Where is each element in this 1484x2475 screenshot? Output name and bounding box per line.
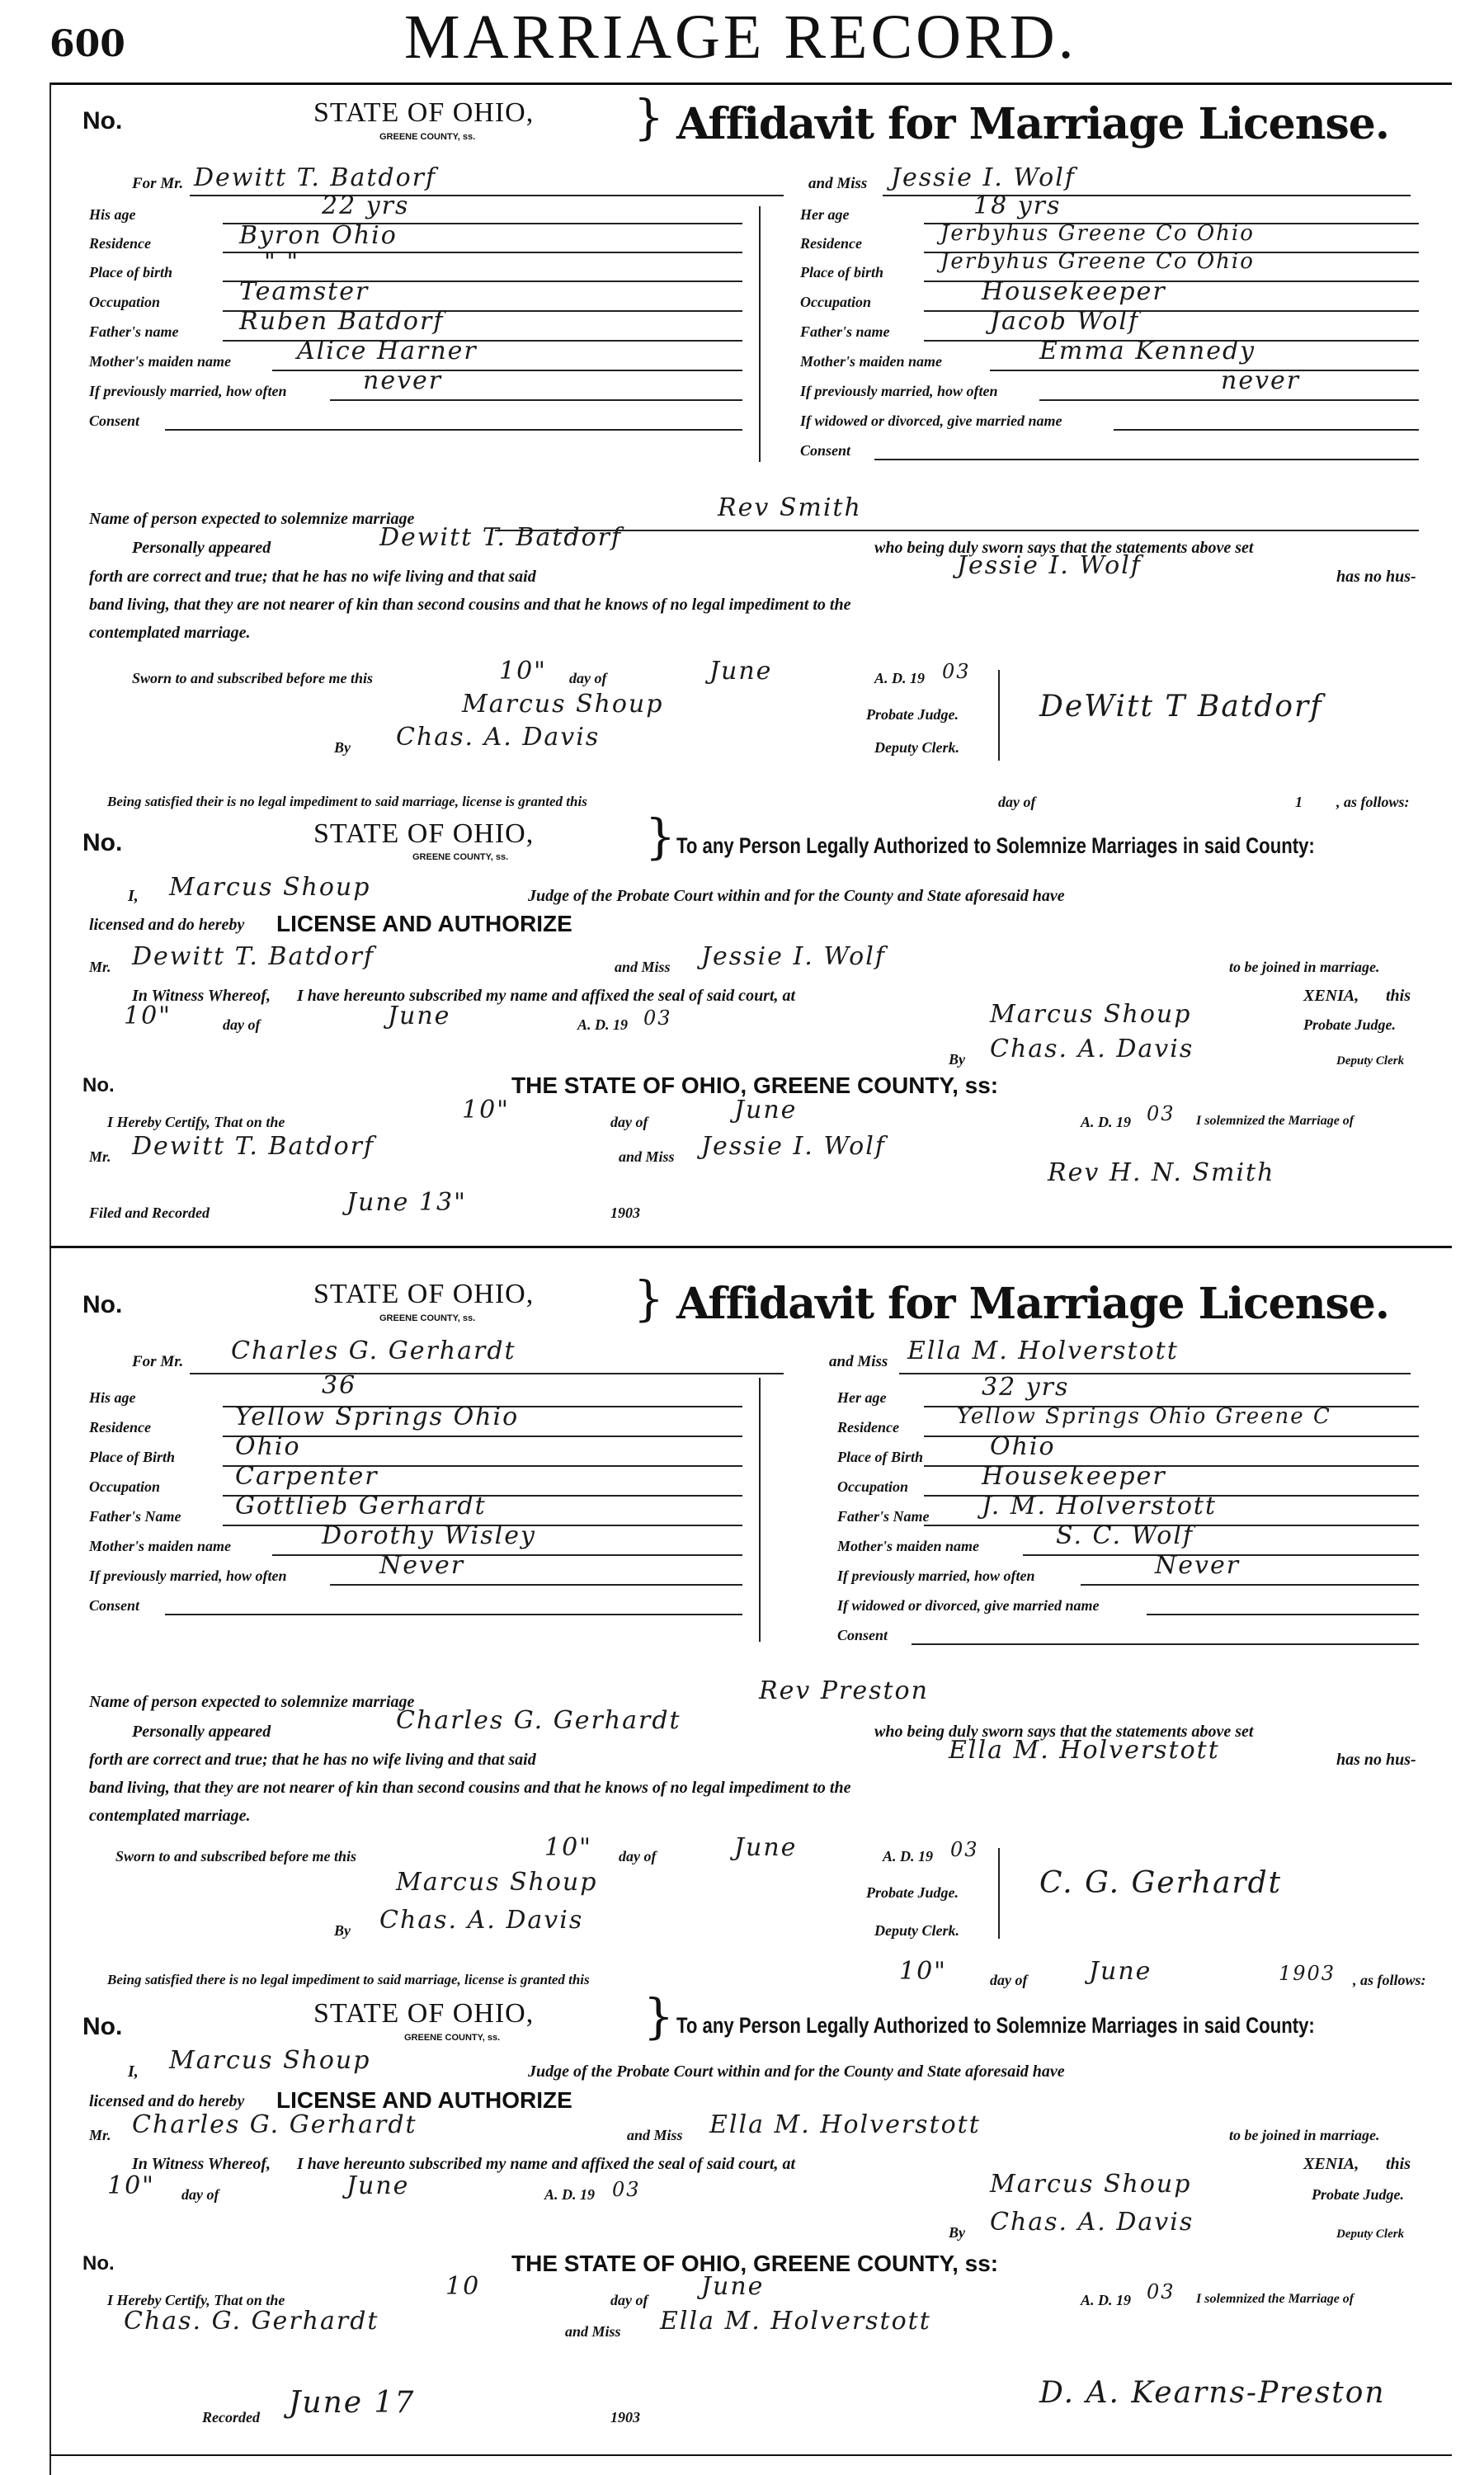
bride-name: Ella M. Holverstott: [907, 1336, 1179, 1365]
his-age: 36: [322, 1371, 357, 1400]
cert-groom: Chas. G. Gerhardt: [124, 2307, 379, 2336]
license-bride: Ella M. Holverstott: [709, 2110, 981, 2139]
her-residence: Yellow Springs Ohio Greene C: [957, 1404, 1331, 1429]
field-line: [190, 195, 784, 196]
and-miss-label: and Miss: [619, 1148, 675, 1165]
day-of-label: day of: [619, 1848, 657, 1864]
by-label: By: [334, 739, 351, 756]
field-line: [165, 1614, 742, 1615]
his-residence-label: Residence: [89, 1419, 151, 1436]
license-groom: Charles G. Gerhardt: [132, 2110, 417, 2139]
field-line: [495, 530, 1419, 531]
sworn-day: 10": [499, 657, 547, 686]
has-no-hus: has no hus-: [1336, 1751, 1416, 1769]
his-occupation: Teamster: [239, 277, 370, 306]
his-birth: Ohio: [235, 1432, 301, 1461]
greene-county: GREENE COUNTY, ss.: [412, 852, 509, 862]
license-day: 10": [124, 1002, 172, 1030]
brace: }: [643, 1988, 674, 2044]
personally-appeared-label: Personally appeared: [132, 539, 271, 557]
cert-number-label: No.: [82, 2252, 115, 2275]
her-father: J. M. Holverstott: [982, 1492, 1218, 1520]
this-label: this: [1386, 987, 1411, 1005]
bride-name: Jessie I. Wolf: [891, 163, 1076, 192]
deputy-clerk-label: Deputy Clerk.: [874, 1922, 959, 1939]
column-divider: [759, 206, 761, 462]
his-residence: Yellow Springs Ohio: [235, 1402, 520, 1431]
probate-judge-label: Probate Judge.: [866, 706, 959, 723]
licensed-text: licensed and do hereby: [89, 2092, 245, 2110]
her-consent-label: Consent: [837, 1627, 888, 1643]
day-of-label: day of: [610, 1114, 648, 1130]
his-father-label: Father's Name: [89, 1508, 181, 1525]
cert-bride: Jessie I. Wolf: [701, 1132, 886, 1161]
license-year: 03: [612, 2178, 641, 2201]
mr-label: Mr.: [89, 1148, 111, 1165]
column-divider: [759, 1378, 761, 1642]
officiant: Rev Preston: [759, 1676, 929, 1705]
his-mother: Dorothy Wisley: [322, 1521, 536, 1550]
probate-judge-label: Probate Judge.: [1303, 1016, 1396, 1033]
his-father: Ruben Batdorf: [239, 307, 445, 336]
his-occupation-label: Occupation: [89, 1478, 161, 1495]
forth-text: forth are correct and true; that he has no wife living and that said: [89, 1751, 536, 1769]
solemnized-text: I solemnized the Marriage of: [1196, 2292, 1354, 2306]
field-line: [272, 370, 742, 371]
officiant: Rev Smith: [718, 493, 862, 522]
field-line: [874, 459, 1419, 460]
her-mother-label: Mother's maiden name: [800, 353, 943, 370]
groom-name: Dewitt T. Batdorf: [194, 163, 437, 192]
judge-sig: Marcus Shoup: [396, 1868, 598, 1897]
license-groom: Dewitt T. Batdorf: [132, 942, 375, 971]
his-birth-label: Place of birth: [89, 264, 172, 280]
mr-label: Mr.: [89, 959, 111, 975]
state-of-ohio: STATE OF OHIO,: [313, 818, 535, 849]
his-birth-label: Place of Birth: [89, 1449, 175, 1465]
field-line: [1039, 399, 1419, 401]
page-number: 600: [49, 23, 125, 65]
affidavit-title: Affidavit for Marriage License.: [676, 1279, 1389, 1329]
deputy-clerk-label: Deputy Clerk: [1336, 1054, 1405, 1068]
and-miss-label: and Miss: [808, 175, 868, 192]
sworn-text: who being duly sworn says that the statements above set: [874, 539, 1254, 557]
and-miss-label: and Miss: [615, 959, 671, 975]
day-of-label: day of: [569, 670, 607, 686]
brace: }: [645, 808, 676, 865]
her-birth-label: Place of birth: [800, 264, 883, 280]
field-line: [883, 195, 1411, 196]
her-residence-label: Residence: [837, 1419, 899, 1436]
her-mother: S. C. Wolf: [1056, 1521, 1194, 1550]
his-prev-label: If previously married, how often: [89, 1568, 287, 1584]
xenia: XENIA,: [1303, 2155, 1359, 2173]
cert-number-label: No.: [82, 1074, 115, 1096]
her-occupation: Housekeeper: [982, 1462, 1166, 1491]
granted-month: June: [1089, 1957, 1152, 1986]
marriage-record-page: [49, 0, 1452, 2475]
her-age-label: Her age: [837, 1389, 887, 1406]
his-prev-label: If previously married, how often: [89, 383, 287, 399]
said-bride: Ella M. Holverstott: [949, 1736, 1220, 1765]
deputy-sig: Chas. A. Davis: [379, 1906, 584, 1935]
field-line: [330, 399, 742, 401]
consent-label: Consent: [89, 1597, 140, 1614]
his-residence-label: Residence: [89, 235, 151, 252]
day-of-label-2: day of: [998, 794, 1036, 810]
affidavit-title: Affidavit for Marriage License.: [676, 99, 1389, 149]
being-satisfied-text: Being satisfied there is no legal impediment to said marriage, license is granted this: [107, 1972, 590, 1987]
his-age: 22 yrs: [322, 191, 410, 220]
sworn-month: June: [709, 657, 773, 686]
and-miss-label: and Miss: [565, 2323, 621, 2340]
i-label: I,: [128, 2062, 139, 2081]
state-of-ohio: STATE OF OHIO,: [313, 1998, 535, 2029]
license-bride: Jessie I. Wolf: [701, 942, 886, 971]
in-witness: In Witness Whereof,: [132, 2155, 271, 2173]
day-of-label: day of: [181, 2186, 219, 2203]
contemplated-text: contemplated marriage.: [89, 1807, 251, 1825]
license-month: June: [388, 1002, 451, 1030]
license-authorize: LICENSE AND AUTHORIZE: [276, 911, 572, 936]
field-line: [330, 1584, 742, 1586]
by-label: By: [334, 1922, 351, 1939]
personally-appeared-label: Personally appeared: [132, 1723, 271, 1741]
license-judge-sig: Marcus Shoup: [990, 2170, 1192, 2199]
being-satisfied-text: Being satisfied their is no legal impediment to said marriage, license is granted this: [107, 794, 587, 809]
his-father-label: Father's name: [89, 323, 179, 340]
his-mother-label: Mother's maiden name: [89, 1538, 232, 1554]
deputy-sig: Chas. A. Davis: [396, 723, 601, 752]
license-month: June: [346, 2171, 410, 2200]
ad-label: A. D. 19: [544, 2186, 596, 2203]
i-have-hereunto: I have hereunto subscribed my name and affixed the seal of said court, at: [297, 2155, 796, 2173]
granted-day: 10": [899, 1957, 947, 1986]
greene-county: GREENE COUNTY, ss.: [379, 132, 476, 142]
state-greene-heading: THE STATE OF OHIO, GREENE COUNTY, ss:: [511, 1072, 999, 1098]
granted-year: 1903: [1279, 1962, 1336, 1985]
her-consent-label: Consent: [800, 442, 851, 459]
probate-judge-label: Probate Judge.: [1312, 2186, 1404, 2203]
field-line: [1114, 429, 1419, 431]
contemplated-text: contemplated marriage.: [89, 624, 251, 642]
license-number-label: No.: [82, 2013, 123, 2040]
her-mother: Emma Kennedy: [1039, 337, 1256, 365]
her-widowed-label: If widowed or divorced, give married name: [837, 1597, 1100, 1614]
cert-bride: Ella M. Holverstott: [660, 2307, 931, 2336]
his-occupation: Carpenter: [235, 1462, 379, 1491]
her-residence-label: Residence: [800, 235, 862, 252]
judge-of-probate-text: Judge of the Probate Court within and for the County and State aforesaid have: [528, 887, 1065, 905]
her-occupation-label: Occupation: [837, 1478, 909, 1495]
to-be-joined: to be joined in marriage.: [1229, 2127, 1380, 2143]
day-of-label: day of: [223, 1016, 261, 1033]
sworn-day: 10": [544, 1833, 592, 1862]
licensed-text: licensed and do hereby: [89, 916, 245, 934]
his-age-label: His age: [89, 1389, 136, 1406]
by-label: By: [949, 1051, 965, 1068]
license-judge: Marcus Shoup: [169, 2046, 371, 2075]
greene-county: GREENE COUNTY, ss.: [404, 2033, 501, 2043]
cert-month: June: [734, 1096, 798, 1124]
ad-label: A. D. 19: [1081, 1114, 1132, 1130]
page-title: MARRIAGE RECORD.: [404, 2, 1077, 72]
judge-sig: Marcus Shoup: [462, 690, 664, 719]
her-age-label: Her age: [800, 206, 850, 223]
groom-signature: DeWitt T Batdorf: [1039, 690, 1323, 724]
by-label: By: [949, 2224, 965, 2241]
cert-day: 10: [445, 2272, 481, 2301]
license-deputy-sig: Chas. A. Davis: [990, 2208, 1194, 2237]
field-line: [1147, 1614, 1419, 1615]
sworn-text: who being duly sworn says that the statements above set: [874, 1723, 1254, 1741]
band-living-text: band living, that they are not nearer of kin than second cousins and that he knows of no legal impediment to the: [89, 596, 851, 614]
appeared-name: Charles G. Gerhardt: [396, 1706, 681, 1735]
this-label: this: [1386, 2155, 1411, 2173]
state-of-ohio: STATE OF OHIO,: [313, 1279, 535, 1309]
license-judge: Marcus Shoup: [169, 873, 371, 902]
her-father-label: Father's name: [800, 323, 890, 340]
top-rule: [49, 82, 1452, 85]
cert-minister: D. A. Kearns-Preston: [1039, 2376, 1386, 2410]
signature-divider: [998, 670, 1000, 761]
cert-groom: Dewitt T. Batdorf: [132, 1132, 375, 1161]
said-bride: Jessie I. Wolf: [957, 551, 1142, 580]
year-one: 1: [1295, 794, 1303, 810]
cert-minister: Rev H. N. Smith: [1048, 1158, 1275, 1187]
license-deputy-sig: Chas. A. Davis: [990, 1035, 1194, 1063]
cert-month: June: [701, 2272, 765, 2301]
field-line: [899, 1373, 1411, 1374]
hereby-certify: I Hereby Certify, That on the: [107, 1114, 285, 1130]
probate-judge-label: Probate Judge.: [866, 1884, 959, 1901]
field-line: [223, 252, 742, 253]
recorded-date: June 17: [289, 2386, 416, 2420]
ad-label: A. D. 19: [577, 1016, 629, 1033]
his-age-label: His age: [89, 206, 136, 223]
band-living-text: band living, that they are not nearer of kin than second cousins and that he knows of no legal impediment to the: [89, 1779, 851, 1797]
signature-divider: [998, 1848, 1000, 1939]
deputy-clerk-label: Deputy Clerk.: [874, 739, 959, 756]
to-any-person: To any Person Legally Authorized to Solemnize Marriages in said County:: [676, 2013, 1315, 2038]
for-mr-label: For Mr.: [132, 175, 184, 192]
consent-label: Consent: [89, 412, 140, 429]
license-authorize: LICENSE AND AUTHORIZE: [276, 2087, 572, 2113]
her-prev: never: [1221, 366, 1301, 395]
her-age: 32 yrs: [982, 1373, 1070, 1402]
i-label: I,: [128, 887, 139, 905]
i-have-hereunto: I have hereunto subscribed my name and affixed the seal of said court, at: [297, 987, 796, 1005]
cert-year: 03: [1147, 2280, 1175, 2303]
record-divider: [49, 1246, 1452, 1248]
field-line: [272, 1554, 742, 1556]
her-birth-label: Place of Birth: [837, 1449, 923, 1465]
to-any-person: To any Person Legally Authorized to Solemnize Marriages in said County:: [676, 833, 1315, 858]
sworn-year: 03: [942, 660, 971, 683]
field-line: [912, 1643, 1419, 1645]
her-prev: Never: [1155, 1551, 1241, 1580]
license-day: 10": [107, 2171, 155, 2200]
bottom-rule: [49, 2454, 1452, 2456]
license-year: 03: [643, 1006, 672, 1030]
solemnized-text: I solemnized the Marriage of: [1196, 1114, 1354, 1128]
filed-recorded-label: Filed and Recorded: [89, 1204, 210, 1221]
in-witness: In Witness Whereof,: [132, 987, 271, 1005]
filed-year: 1903: [610, 1204, 640, 1221]
his-mother-label: Mother's maiden name: [89, 353, 232, 370]
her-widowed-label: If widowed or divorced, give married name: [800, 412, 1062, 429]
day-of-label-2: day of: [990, 1972, 1028, 1988]
groom-name: Charles G. Gerhardt: [231, 1336, 516, 1365]
cert-year: 03: [1147, 1102, 1175, 1125]
his-mother: Alice Harner: [297, 337, 478, 365]
field-line: [165, 429, 742, 431]
mr-label: Mr.: [89, 2127, 111, 2143]
groom-signature: C. G. Gerhardt: [1039, 1866, 1283, 1900]
her-father-label: Father's Name: [837, 1508, 930, 1525]
her-prev-label: If previously married, how often: [837, 1568, 1035, 1584]
ad-label: A. D. 19: [883, 1848, 934, 1864]
her-mother-label: Mother's maiden name: [837, 1538, 980, 1554]
filed-date: June 13": [346, 1188, 467, 1217]
and-miss-label: and Miss: [829, 1353, 888, 1370]
field-line: [1081, 1584, 1419, 1586]
judge-of-probate-text: Judge of the Probate Court within and for the County and State aforesaid have: [528, 2062, 1065, 2081]
cert-day: 10": [462, 1096, 510, 1124]
to-be-joined: to be joined in marriage.: [1229, 959, 1380, 975]
day-of-label: day of: [610, 2292, 648, 2308]
xenia: XENIA,: [1303, 987, 1359, 1005]
his-father: Gottlieb Gerhardt: [235, 1492, 487, 1520]
state-of-ohio: STATE OF OHIO,: [313, 97, 535, 128]
license-number-label: No.: [82, 829, 123, 856]
field-line: [190, 1373, 784, 1374]
left-border: [49, 82, 51, 2475]
her-age: 18 yrs: [973, 191, 1062, 220]
officiant-label: Name of person expected to solemnize marriage: [89, 510, 415, 528]
recorded-label: Recorded: [202, 2409, 260, 2426]
officiant-label: Name of person expected to solemnize marriage: [89, 1693, 415, 1711]
brace: }: [634, 89, 664, 145]
record-number-label: No.: [82, 1291, 123, 1318]
field-line: [990, 370, 1419, 371]
his-prev: Never: [379, 1551, 465, 1580]
hereby-certify: I Hereby Certify, That on the: [107, 2292, 285, 2308]
his-birth: " ": [264, 248, 300, 276]
appeared-name: Dewitt T. Batdorf: [379, 523, 623, 552]
her-prev-label: If previously married, how often: [800, 383, 998, 399]
as-follows: , as follows:: [1353, 1972, 1426, 1988]
her-father: Jacob Wolf: [990, 307, 1140, 336]
record-number-label: No.: [82, 107, 123, 134]
her-birth: Ohio: [990, 1432, 1056, 1461]
her-occupation-label: Occupation: [800, 294, 872, 310]
sworn-to-label: Sworn to and subscribed before me this: [132, 670, 374, 686]
his-occupation-label: Occupation: [89, 294, 161, 310]
sworn-to-label: Sworn to and subscribed before me this: [115, 1848, 357, 1864]
recorded-year: 1903: [610, 2409, 640, 2426]
for-mr-label: For Mr.: [132, 1353, 184, 1370]
ad-label: A. D. 19: [1081, 2292, 1132, 2308]
sworn-year: 03: [950, 1838, 979, 1861]
his-prev: never: [363, 366, 443, 395]
sworn-month: June: [734, 1833, 798, 1862]
has-no-hus: has no hus-: [1336, 568, 1416, 586]
ad-label: A. D. 19: [874, 670, 926, 686]
her-residence: Jerbyhus Greene Co Ohio: [940, 221, 1255, 246]
deputy-clerk-label: Deputy Clerk: [1336, 2228, 1405, 2241]
brace: }: [634, 1270, 664, 1327]
state-greene-heading: THE STATE OF OHIO, GREENE COUNTY, ss:: [511, 2251, 999, 2276]
greene-county: GREENE COUNTY, ss.: [379, 1313, 476, 1323]
her-birth: Jerbyhus Greene Co Ohio: [940, 249, 1255, 274]
her-occupation: Housekeeper: [982, 277, 1166, 306]
his-residence: Byron Ohio: [239, 221, 398, 250]
as-follows: , as follows:: [1336, 794, 1410, 810]
forth-text: forth are correct and true; that he has no wife living and that said: [89, 568, 536, 586]
license-judge-sig: Marcus Shoup: [990, 1000, 1192, 1029]
and-miss-label: and Miss: [627, 2127, 683, 2143]
